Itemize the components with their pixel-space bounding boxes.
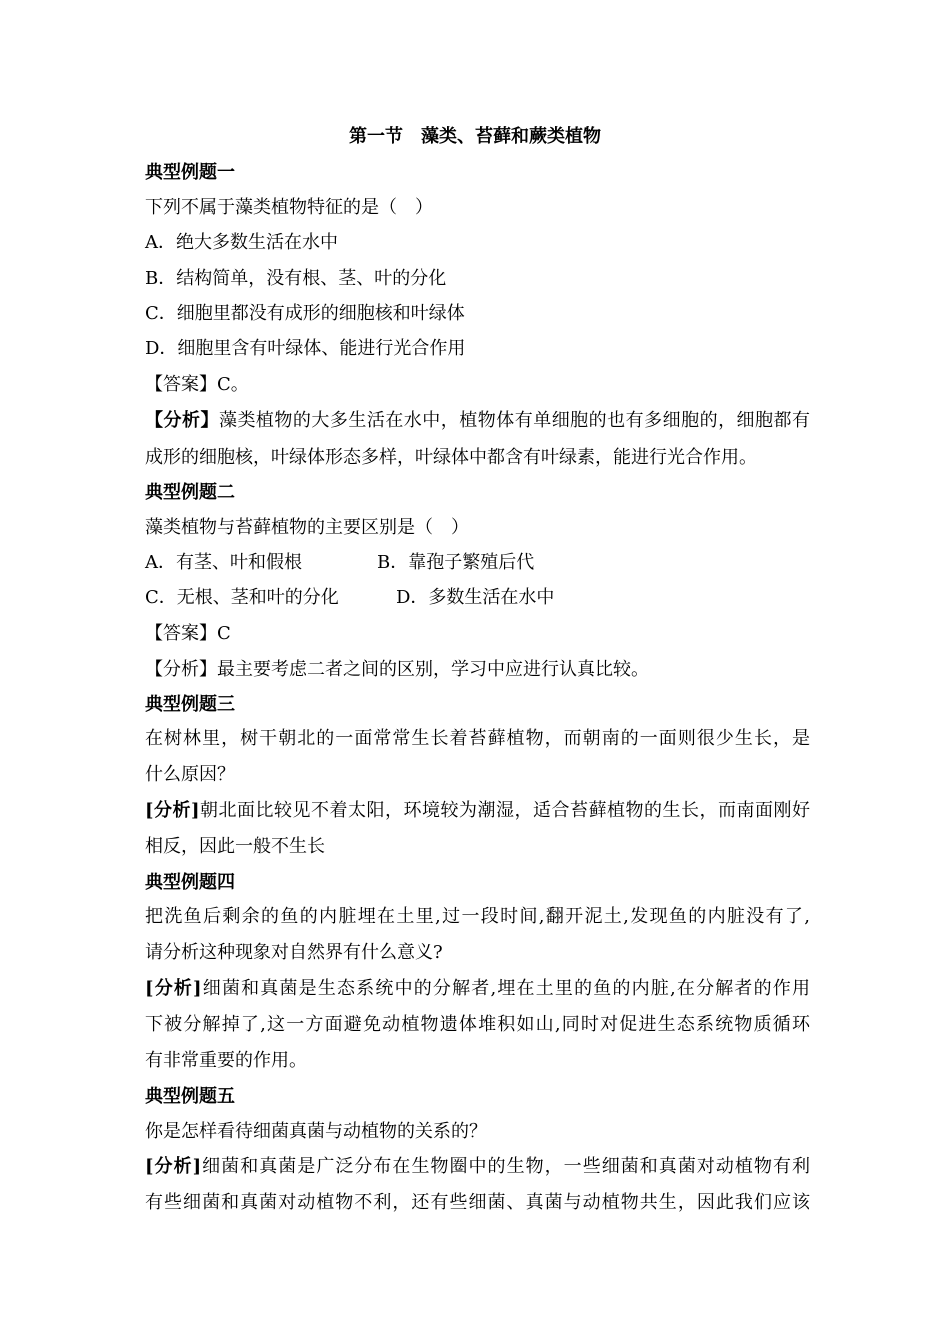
ex4-question-line2: 请分析这种现象对自然界有什么意义? [145,942,443,963]
ex1-heading: 典型例题一 [145,162,235,183]
ex3-question-line2: 什么原因？ [145,764,235,785]
ex3-analysis-tag: [分析] [145,800,200,821]
ex3-question-line1 [145,727,810,751]
ex1-analysis-text1: 藻类植物的大多生活在水中，植物体有单细胞的也有多细胞的，细胞都有 [218,410,811,431]
ex2-option-a: A．有茎、叶和假根 [145,552,302,573]
ex2-option-b: B．靠孢子繁殖后代 [377,552,535,573]
ex5-analysis-text1: 细菌和真菌是广泛分布在生物圈中的生物，一些细菌和真菌对动植物有利 [201,1156,810,1177]
ex2-options-row2 [145,586,810,610]
ex2-option-c: C．无根、茎和叶的分化 [145,587,339,608]
ex1-analysis-tag: 【分析】 [145,410,219,431]
ex2-analysis: 【分析】最主要考虑二者之间的区别，学习中应进行认真比较。 [145,659,649,680]
ex2-question: 藻类植物与苔藓植物的主要区别是（ ） [145,517,469,538]
ex1-answer: 【答案】C。 [145,374,249,395]
page-title: 第一节 藻类、苔藓和蕨类植物 [349,126,601,147]
ex5-analysis-line1 [145,1155,810,1179]
ex5-analysis-text2: 有些细菌和真菌对动植物不利，还有些细菌、真菌与动植物共生，因此我们应该 [145,1192,810,1213]
ex4-heading: 典型例题四 [145,872,235,893]
ex2-heading: 典型例题二 [145,482,235,503]
ex1-analysis-line1 [145,409,810,433]
ex2-option-d: D．多数生活在水中 [396,587,555,608]
ex1-analysis-line2: 成形的细胞核，叶绿体形态多样，叶绿体中都含有叶绿素，能进行光合作用。 [145,447,757,468]
ex3-question-text1: 在树林里，树干朝北的一面常常生长着苔藓植物，而朝南的一面则很少生长，是 [145,728,810,749]
ex4-analysis-line2 [145,1013,810,1037]
ex1-option-a: A．绝大多数生活在水中 [145,232,338,253]
ex3-heading: 典型例题三 [145,694,235,715]
ex4-analysis-text1: 细菌和真菌是生态系统中的分解者,埋在土里的鱼的内脏,在分解者的作用 [201,978,810,999]
ex1-option-c: C．细胞里都没有成形的细胞核和叶绿体 [145,303,465,324]
ex4-question-text1: 把洗鱼后剩余的鱼的内脏埋在土里,过一段时间,翻开泥土,发现鱼的内脏没有了, [145,906,810,927]
ex5-analysis-line2 [145,1191,810,1215]
ex5-question: 你是怎样看待细菌真菌与动植物的关系的？ [145,1121,487,1142]
ex5-heading: 典型例题五 [145,1086,235,1107]
ex4-analysis-text2: 下被分解掉了,这一方面避免动植物遗体堆积如山,同时对促进生态系统物质循环 [145,1014,810,1035]
ex2-options-row1 [145,551,810,575]
ex4-question-line1 [145,905,810,929]
ex4-analysis-line3: 有非常重要的作用。 [145,1050,307,1071]
ex2-answer: 【答案】C [145,623,231,644]
ex1-question: 下列不属于藻类植物特征的是（ ） [145,197,433,218]
ex3-analysis-line2: 相反，因此一般不生长 [145,836,325,857]
ex3-analysis-text1: 朝北面比较见不着太阳，环境较为潮湿，适合苔藓植物的生长，而南面刚好 [199,800,810,821]
ex3-analysis-line1 [145,799,810,823]
ex5-analysis-tag: [分析] [145,1156,202,1177]
ex4-analysis-tag: [分析] [145,978,202,999]
ex1-option-b: B．结构简单，没有根、茎、叶的分化 [145,268,447,289]
ex4-analysis-line1 [145,977,810,1001]
ex1-option-d: D．细胞里含有叶绿体、能进行光合作用 [145,338,466,359]
